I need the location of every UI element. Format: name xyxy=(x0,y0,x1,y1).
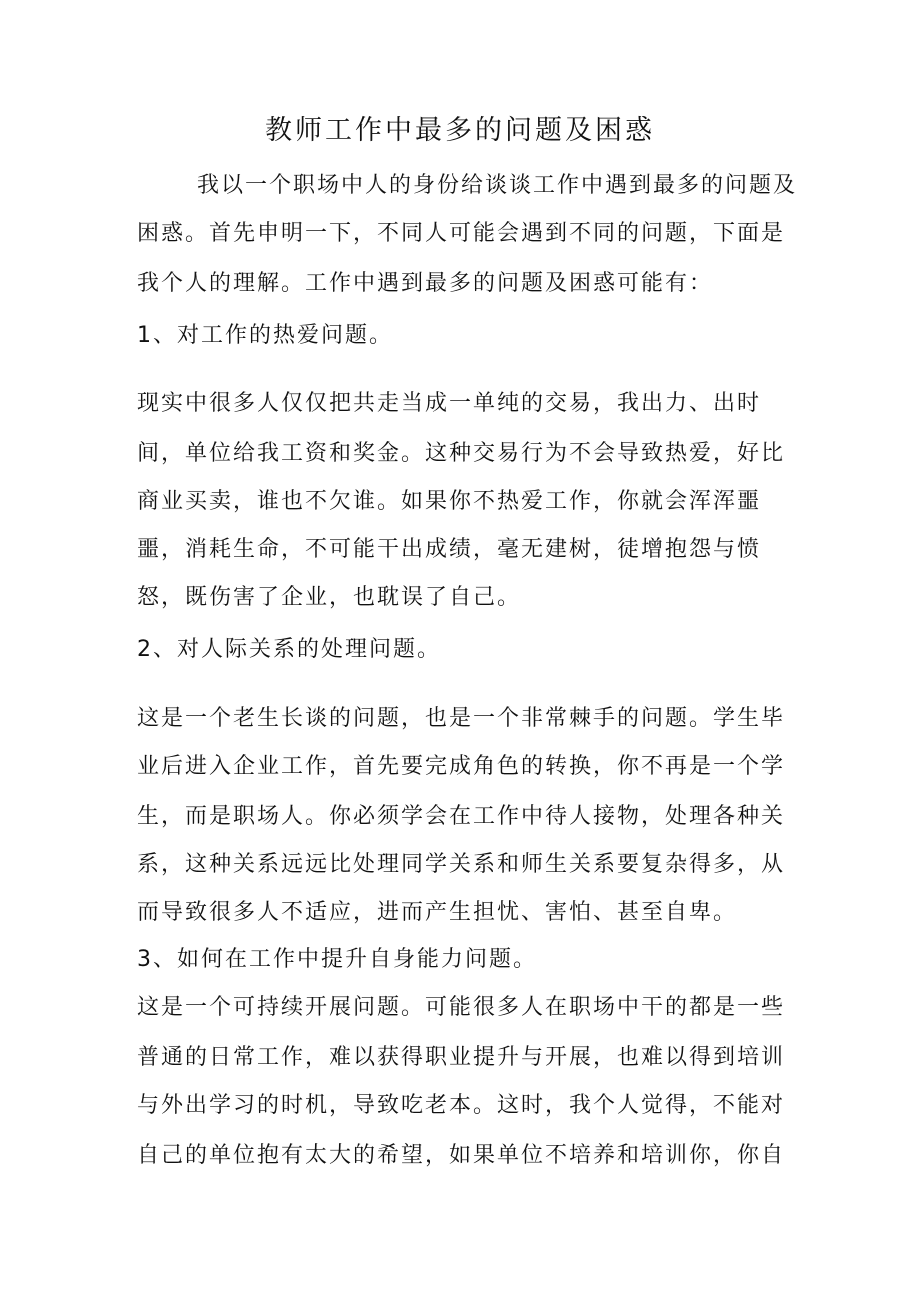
intro-line-1: 我以一个职场中人的身份给谈谈工作中遇到最多的问题及 xyxy=(197,173,798,198)
section-1-line-4: 噩，消耗生命，不可能干出成绩，毫无建树，徒增抱怨与愤 xyxy=(137,537,762,562)
section-1-heading: 1、对工作的热爱问题。 xyxy=(137,323,393,348)
section-3-line-2: 普通的日常工作，难以获得职业提升与开展，也难以得到培训 xyxy=(137,1045,786,1070)
section-2-line-1: 这是一个老生长谈的问题，也是一个非常棘手的问题。学生毕 xyxy=(137,706,786,731)
section-3-line-4: 自己的单位抱有太大的希望，如果单位不培养和培训你，你自 xyxy=(137,1143,786,1168)
section-2-line-4: 系，这种关系远远比处理同学关系和师生关系要复杂得多，从 xyxy=(137,852,786,877)
section-2-heading: 2、对人际关系的处理问题。 xyxy=(137,637,441,662)
section-2-line-5: 而导致很多人不适应，进而产生担忧、害怕、甚至自卑。 xyxy=(137,900,738,925)
section-3-heading: 3、如何在工作中提升自身能力问题。 xyxy=(137,947,537,972)
section-3-line-3: 与外出学习的时机，导致吃老本。这时，我个人觉得，不能对 xyxy=(137,1093,786,1118)
section-2-line-2: 业后进入企业工作，首先要完成角色的转换，你不再是一个学 xyxy=(137,754,786,779)
section-1-line-5: 怒，既伤害了企业，也耽误了自己。 xyxy=(137,585,522,610)
section-1-line-2: 间，单位给我工资和奖金。这种交易行为不会导致热爱，好比 xyxy=(137,441,786,466)
intro-line-2: 困惑。首先申明一下，不同人可能会遇到不同的问题，下面是 xyxy=(137,221,786,246)
intro-line-3: 我个人的理解。工作中遇到最多的问题及困惑可能有： xyxy=(137,271,714,296)
section-1-line-3: 商业买卖，谁也不欠谁。如果你不热爱工作，你就会浑浑噩 xyxy=(137,489,762,514)
document-title: 教师工作中最多的问题及困惑 xyxy=(265,115,655,146)
section-2-line-3: 生，而是职场人。你必须学会在工作中待人接物，处理各种关 xyxy=(137,804,786,829)
section-3-line-1: 这是一个可持续开展问题。可能很多人在职场中干的都是一些 xyxy=(137,995,786,1020)
section-1-line-1: 现实中很多人仅仅把共走当成一单纯的交易，我出力、出时 xyxy=(137,391,762,416)
